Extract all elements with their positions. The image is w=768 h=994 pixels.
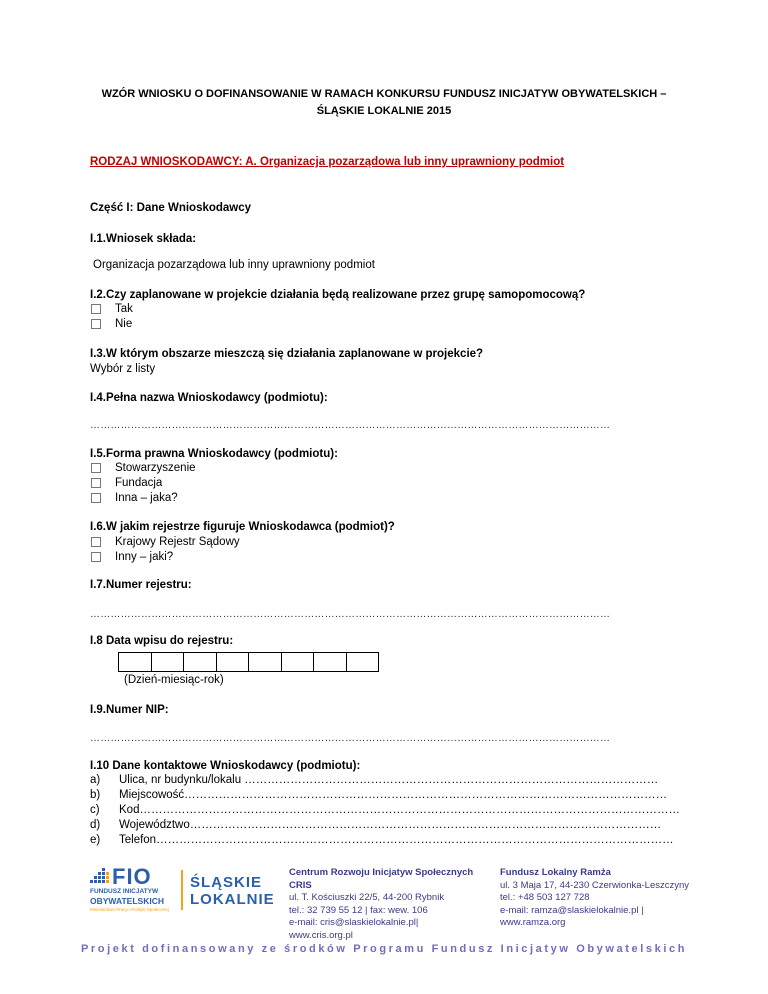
fio-logo bbox=[88, 866, 184, 920]
ramza-phone: tel.: +48 503 127 728 bbox=[500, 892, 590, 903]
q6-option-krs[interactable]: Krajowy Rejestr Sądowy bbox=[90, 535, 240, 551]
document-title-line1: WZÓR WNIOSKU O DOFINANSOWANIE W RAMACH KONKURSU FUNDUSZ INICJATYW OBYWATELSKICH – bbox=[101, 88, 667, 100]
q5-option-stowarzyszenie[interactable]: Stowarzyszenie bbox=[90, 461, 196, 477]
q6-label: I.6.W jakim rejestrze figuruje Wnioskodawca (podmiot)? bbox=[90, 521, 395, 533]
q3-select[interactable]: Wybór z listy bbox=[90, 363, 156, 375]
checkbox-icon[interactable] bbox=[91, 304, 101, 314]
ramza-email[interactable]: e-mail: ramza@slaskielokalnie.pl | bbox=[500, 904, 644, 916]
cris-name: Centrum Rozwoju Inicjatyw Społecznych CRIS bbox=[289, 867, 474, 891]
q2-option-tak[interactable]: Tak bbox=[90, 302, 133, 318]
part-heading: Część I: Dane Wnioskodawcy bbox=[90, 202, 252, 214]
date-digit-box[interactable] bbox=[281, 652, 315, 672]
cris-email[interactable]: e-mail: cris@slaskielokalnie.pl| bbox=[289, 917, 419, 928]
q5-option-inna[interactable]: Inna – jaka? bbox=[90, 491, 178, 507]
date-digit-box[interactable] bbox=[248, 652, 282, 672]
checkbox-icon[interactable] bbox=[91, 537, 101, 547]
address-letter: b) bbox=[90, 789, 101, 801]
date-digit-box[interactable] bbox=[346, 652, 380, 672]
date-digit-box[interactable] bbox=[313, 652, 347, 672]
address-letter: d) bbox=[90, 819, 101, 831]
date-digit-box[interactable] bbox=[151, 652, 185, 672]
q10-label: I.10 Dane kontaktowe Wnioskodawcy (podmiotu): bbox=[90, 760, 361, 772]
checkbox-icon[interactable] bbox=[91, 463, 101, 473]
cris-contact-block bbox=[289, 867, 494, 942]
date-digit-box[interactable] bbox=[183, 652, 217, 672]
q2-label: I.2.Czy zaplanowane w projekcie działania będą realizowane przez grupę samopomocową? bbox=[90, 289, 586, 301]
logo-divider bbox=[181, 870, 183, 910]
q7-label: I.7.Numer rejestru: bbox=[90, 579, 192, 591]
checkbox-icon[interactable] bbox=[91, 552, 101, 562]
checkbox-icon[interactable] bbox=[91, 319, 101, 329]
cris-address: ul. T. Kościuszki 22/5, 44-200 Rybnik bbox=[289, 892, 445, 903]
q2-option-nie[interactable]: Nie bbox=[90, 317, 132, 333]
address-city-field[interactable]: Miejscowość……………………………………………………………………………………………………………… bbox=[119, 789, 668, 801]
lokalnie-text: LOKALNIE bbox=[190, 891, 275, 908]
funding-tagline: Projekt dofinansowany ze środków Programu Fundusz Inicjatyw Obywatelskich bbox=[80, 943, 688, 955]
address-letter: a) bbox=[90, 774, 101, 786]
q4-label: I.4.Pełna nazwa Wnioskodawcy (podmiotu): bbox=[90, 392, 328, 404]
fio-sub1: FUNDUSZ INICJATYW bbox=[90, 888, 159, 895]
address-letter: e) bbox=[90, 834, 101, 846]
slaskie-lokalnie-logo bbox=[190, 874, 275, 908]
ramza-name: Fundusz Lokalny Ramża bbox=[500, 867, 611, 878]
checkbox-icon[interactable] bbox=[91, 493, 101, 503]
q1-label: I.1.Wniosek składa: bbox=[90, 233, 197, 245]
fio-sub3: Ministerstwo Pracy i Polityki Społecznej bbox=[90, 907, 169, 912]
q7-input-line[interactable]: ……………………………………………………………………………………………………………………………………… bbox=[90, 609, 611, 620]
q6-option-inny[interactable]: Inny – jaki? bbox=[90, 550, 173, 566]
address-voivodeship-field[interactable]: Województwo…………………………………………………………………………………………………………… bbox=[119, 819, 662, 831]
q4-input-line[interactable]: ……………………………………………………………………………………………………………………………………… bbox=[90, 420, 611, 431]
document-title-line2: ŚLĄSKIE LOKALNIE 2015 bbox=[316, 105, 452, 117]
q5-label: I.5.Forma prawna Wnioskodawcy (podmiotu): bbox=[90, 448, 338, 460]
address-letter: c) bbox=[90, 804, 100, 816]
cris-www[interactable]: www.cris.org.pl bbox=[289, 929, 353, 941]
q5-option-fundacja[interactable]: Fundacja bbox=[90, 476, 162, 492]
checkbox-icon[interactable] bbox=[91, 478, 101, 488]
applicant-type-heading: RODZAJ WNIOSKODAWCY: A. Organizacja pozarządowa lub inny uprawniony podmiot bbox=[90, 156, 565, 168]
ramza-contact-block bbox=[500, 867, 720, 930]
date-digit-box[interactable] bbox=[216, 652, 250, 672]
ramza-www[interactable]: www.ramza.org bbox=[500, 917, 566, 928]
q9-input-line[interactable]: ……………………………………………………………………………………………………………………………………… bbox=[90, 733, 611, 744]
slaskie-text: ŚLĄSKIE bbox=[190, 874, 263, 891]
address-phone-field[interactable]: Telefon……………………………………………………………………………………………………………………… bbox=[119, 834, 674, 846]
fio-sub2: OBYWATELSKICH bbox=[90, 896, 164, 906]
fio-main-text: FIO bbox=[112, 864, 152, 889]
q9-label: I.9.Numer NIP: bbox=[90, 704, 169, 716]
address-street-field[interactable]: Ulica, nr budynku/lokalu ……………………………………………………………………………………………… bbox=[119, 774, 659, 786]
date-digit-box[interactable] bbox=[118, 652, 152, 672]
q1-answer: Organizacja pozarządowa lub inny uprawniony podmiot bbox=[93, 259, 375, 271]
address-postcode-field[interactable]: Kod…………………………………………………………………………………………………………………………… bbox=[119, 804, 680, 816]
q8-label: I.8 Data wpisu do rejestru: bbox=[90, 635, 234, 647]
q3-label: I.3.W którym obszarze mieszczą się działania zaplanowane w projekcie? bbox=[90, 348, 484, 360]
cris-phone: tel.: 32 739 55 12 | fax: wew. 106 bbox=[289, 904, 428, 916]
date-input-boxes[interactable] bbox=[119, 652, 379, 670]
ramza-address: ul. 3 Maja 17, 44-230 Czerwionka-Leszczyny bbox=[500, 879, 690, 891]
q8-hint: (Dzień-miesiąc-rok) bbox=[124, 674, 224, 686]
